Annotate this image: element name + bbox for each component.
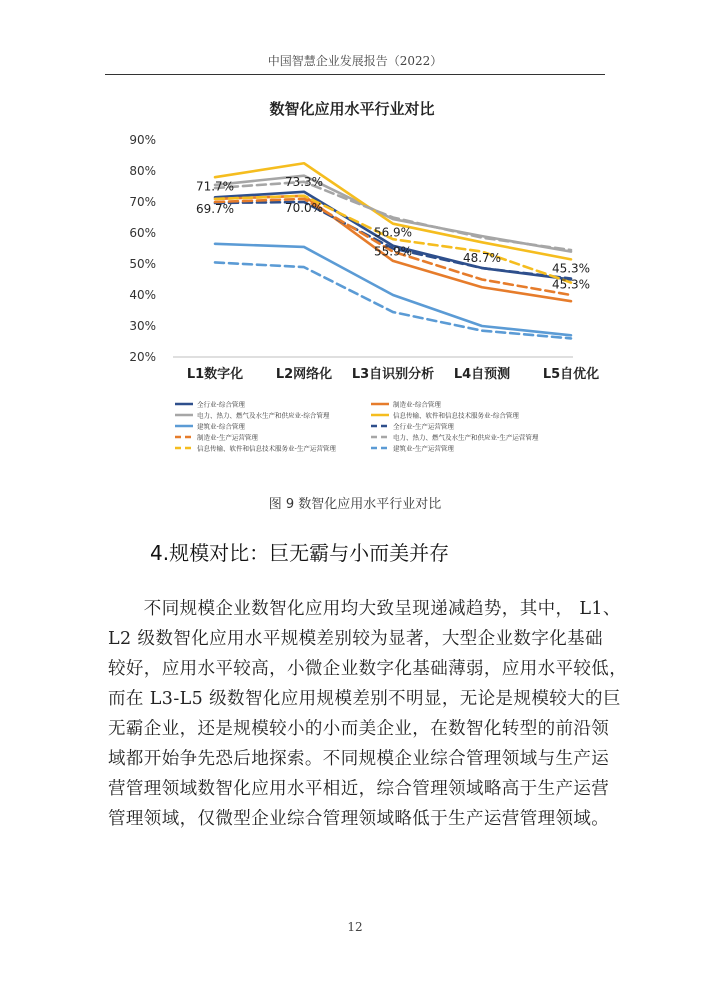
data-label: 70.0% (284, 201, 324, 215)
legend-label: 信息传输、软件和信息技术服务业-生产运营管理 (197, 444, 336, 453)
page-number: 12 (347, 920, 363, 934)
x-tick-label: L3自识别分析 (351, 367, 435, 382)
paragraph-line: 不同规模企业数智化应用均大致呈现递减趋势，其中， L1、 (108, 599, 621, 619)
x-axis (187, 366, 599, 382)
legend (175, 400, 539, 453)
chart-title: 数智化应用水平行业对比 (269, 100, 435, 118)
legend-label: 全行业-综合管理 (197, 400, 245, 409)
figure-caption: 图 9 数智化应用水平行业对比 (268, 497, 442, 512)
y-tick-label: 60% (129, 226, 156, 240)
y-tick-label: 30% (129, 319, 156, 333)
paragraph-line: 营管理领域数智化应用水平相近，综合管理领域略高于生产运营 (108, 779, 610, 799)
y-tick-label: 70% (129, 195, 156, 209)
data-label: 71.7% (195, 179, 235, 194)
data-label: 55.9% (373, 244, 413, 259)
paragraph-line: 而在 L3-L5 级数智化应用规模差别不明显，无论是规模较大的巨 (108, 689, 621, 709)
x-tick-label: L1数字化 (186, 367, 244, 382)
paragraph-line: 无霸企业，还是规模较小的小而美企业，在数智化转型的前沿领 (108, 719, 610, 739)
legend-label: 全行业-生产运营管理 (393, 422, 454, 431)
y-tick-label: 50% (129, 257, 156, 271)
legend-label: 电力、热力、燃气及水生产和供应业-综合管理 (197, 411, 330, 420)
y-tick-label: 90% (129, 133, 156, 147)
paragraph-line: 较好，应用水平较高，小微企业数字化基础薄弱，应用水平较低， (108, 659, 628, 679)
legend-label: 制造业-综合管理 (393, 400, 441, 409)
x-tick-label: L4自预测 (453, 367, 511, 382)
legend-label: 电力、热力、燃气及水生产和供应业-生产运营管理 (393, 433, 539, 442)
data-label: 45.3% (551, 277, 591, 292)
legend-label: 制造业-生产运营管理 (197, 433, 258, 442)
data-label: 69.7% (195, 201, 235, 216)
data-label: 45.3% (551, 261, 591, 276)
legend-label: 信息传输、软件和信息技术服务业-综合管理 (393, 411, 519, 420)
body-paragraph (108, 594, 628, 834)
y-tick-label: 20% (129, 350, 156, 364)
section-heading: 4.规模对比：巨无霸与小而美并存 (150, 541, 450, 565)
paragraph-line: L2 级数智化应用水平规模差别较为显著，大型企业数字化基础 (108, 629, 603, 649)
legend-label: 建筑业-生产运营管理 (393, 444, 454, 453)
header-rule (105, 74, 605, 75)
figure-chart (129, 88, 600, 480)
x-tick-label: L5自优化 (542, 367, 600, 382)
paragraph-line: 管理领域，仅微型企业综合管理领域略低于生产运营管理领域。 (108, 809, 610, 829)
data-label: 48.7% (462, 251, 502, 266)
data-label: 73.3% (284, 174, 324, 189)
running-header: 中国智慧企业发展报告（2022） (267, 54, 443, 68)
x-tick-label: L2网络化 (275, 367, 333, 382)
y-tick-label: 40% (129, 288, 156, 302)
y-axis (129, 133, 156, 364)
legend-label: 建筑业-综合管理 (197, 422, 245, 431)
data-label: 56.9% (373, 225, 413, 240)
paragraph-line: 域都开始争先恐后地探索。不同规模企业综合管理领域与生产运 (108, 749, 610, 769)
y-tick-label: 80% (129, 164, 156, 178)
line-chart (129, 88, 600, 480)
